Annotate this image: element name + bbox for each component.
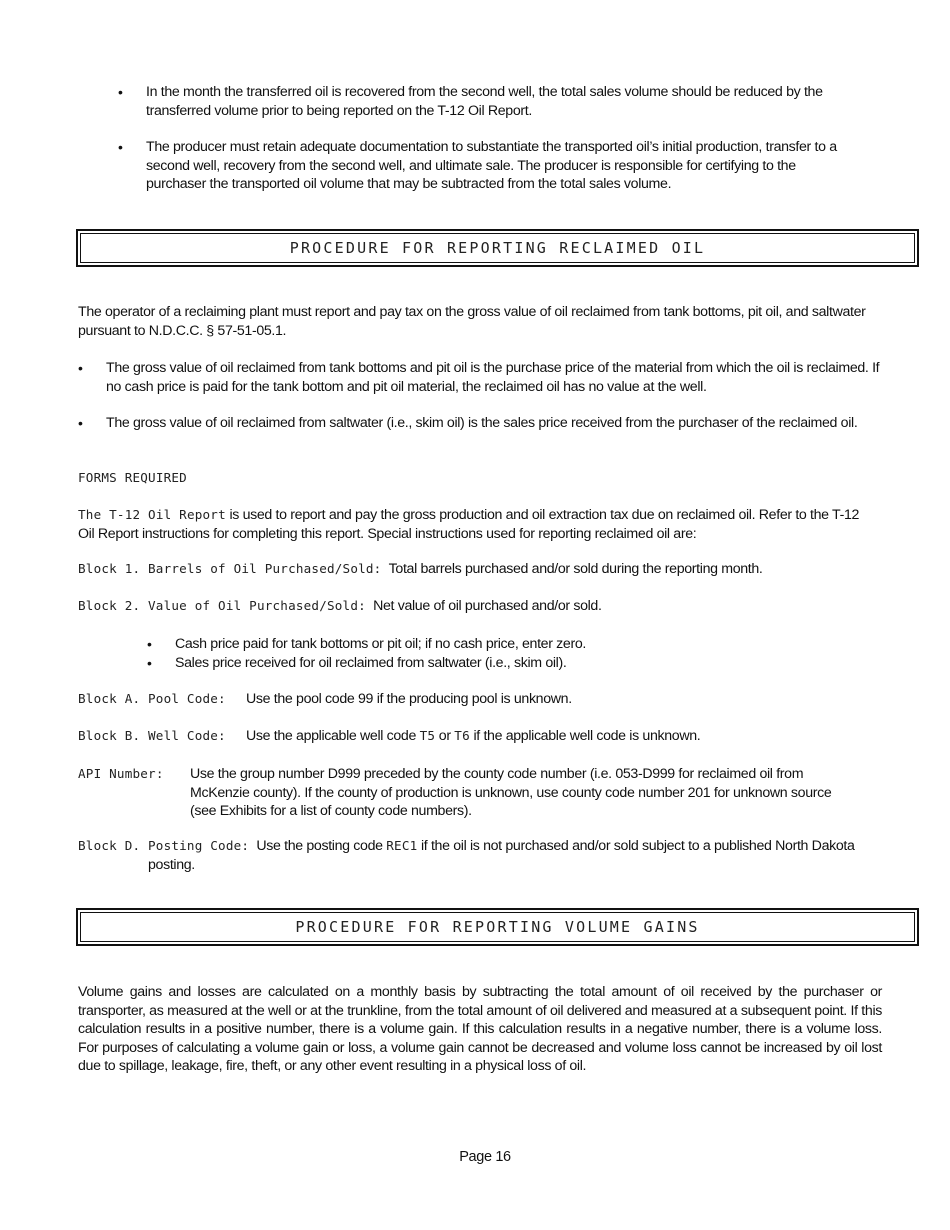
field-name: Value of Oil Purchased/Sold: [148,598,366,613]
volume-gains-paragraph: Volume gains and losses are calculated on a monthly basis by subtracting the total amount of oil received by the purchaser or transporter, as measured at the well or at the trunkline, from the total amount of oil delivered and measured at a subsequent point. If this calculation results in a positive number, there is a volume gain. If this calculation results in a negative number, there is a volume loss. For purposes of calculating a volume gain or loss, a volume gain cannot be decreased and volume loss cannot be increased by oil lost due to spillage, leakage, fire, theft, or any other event resulting in a physical loss of oil. [78,984,882,1074]
list-item [78,359,888,396]
bullet-icon: • [147,655,152,671]
field-name: Well Code: [148,728,226,743]
bullet-icon: • [118,139,123,155]
api-description-end: preceded by the county code number (i.e. 053-D999 for reclaimed oil from McKenzie county). If the county of production is unknown, use county code number 201 for unknown source (see Exhibits for a list of county code numbers). [190,766,832,819]
group-number: D999 [327,766,361,782]
field-description: Use the applicable well code [246,728,420,744]
field-description: Use the pool code [246,691,359,707]
forms-text: is used to report and pay the gross production and oil extraction tax due on reclaimed oil. Refer to the T-12 Oil Report instructions for completing this report. Special instructions used for reporting reclaimed oil are: [78,507,860,542]
bullet-text: Cash price paid for tank bottoms or pit oil; if no cash price, enter zero. [175,636,586,652]
block-label: Block 2. [78,598,141,613]
field-description-end: if the applicable well code is unknown. [469,728,701,744]
block-label: Block 1. [78,561,141,576]
bullet-text: The gross value of oil reclaimed from tank bottoms and pit oil is the purchase price of the material from which the oil is reclaimed. If no cash price is paid for the tank bottom and pit oil material, the reclaimed oil has no value at the well. [106,360,880,395]
api-description: Use the group number [190,766,328,782]
field-description: Use the posting code [256,838,387,854]
page-number: Page 16 [459,1149,511,1165]
section-title: PROCEDURE FOR REPORTING RECLAIMED OIL [289,239,706,257]
list-item [147,635,847,654]
field-description: Total barrels purchased and/or sold during the reporting month. [388,561,763,577]
section-header-box [76,229,919,267]
bullet-text: Sales price received for oil reclaimed from saltwater (i.e., skim oil). [175,655,567,671]
field-name: Barrels of Oil Purchased/Sold: [148,561,382,576]
bullet-text: The gross value of oil reclaimed from saltwater (i.e., skim oil) is the sales price received from the purchaser of the reclaimed oil. [106,415,858,431]
well-code-1: T5 [419,728,436,743]
bullet-text: The producer must retain adequate documentation to substantiate the transported oil’s initial production, transfer to a second well, recovery from the second well, and ultimate sale. The producer is responsible for certifying to the purchaser the transported oil volume that may be subtracted from the total sales volume. [146,139,837,192]
block-d-line [78,837,898,877]
api-number-block [78,765,898,825]
well-code-2: T6 [454,728,470,743]
block-label: Block D. [78,838,141,853]
posting-code: REC1 [386,838,418,853]
field-name: Posting Code: [148,838,250,853]
bullet-icon: • [78,360,83,376]
bullet-icon: • [147,636,152,652]
list-item [118,138,858,194]
list-item [118,83,858,120]
pool-code: 99 [358,691,374,707]
section-title: PROCEDURE FOR REPORTING VOLUME GAINS [295,918,700,936]
api-label: API Number: [78,766,164,781]
bullet-icon: • [118,84,123,100]
section-header-box [76,908,919,946]
forms-required-heading: FORMS REQUIRED [78,470,187,485]
intro-paragraph: The operator of a reclaiming plant must report and pay tax on the gross value of oil reclaimed from tank bottoms, pit oil, and saltwater pursuant to N.D.C.C. § 57-51-05.1. [78,304,866,339]
block-label: Block B. [78,728,141,743]
field-description-mid: or [435,728,455,744]
field-description-end: if the oil is not purchased and/or sold subject to a published North Dakota posting. [148,838,855,873]
list-item [147,654,847,673]
block-label: Block A. [78,691,141,706]
field-description: Net value of oil purchased and/or sold. [373,598,602,614]
field-description-end: if the producing pool is unknown. [373,691,572,707]
bullet-icon: • [78,415,83,431]
report-name: The T-12 Oil Report [78,507,226,522]
field-name: Pool Code: [148,691,226,706]
list-item [78,414,888,433]
bullet-text: In the month the transferred oil is recovered from the second well, the total sales volume should be reduced by the transferred volume prior to being reported on the T-12 Oil Report. [146,84,823,119]
forms-paragraph [78,506,878,543]
